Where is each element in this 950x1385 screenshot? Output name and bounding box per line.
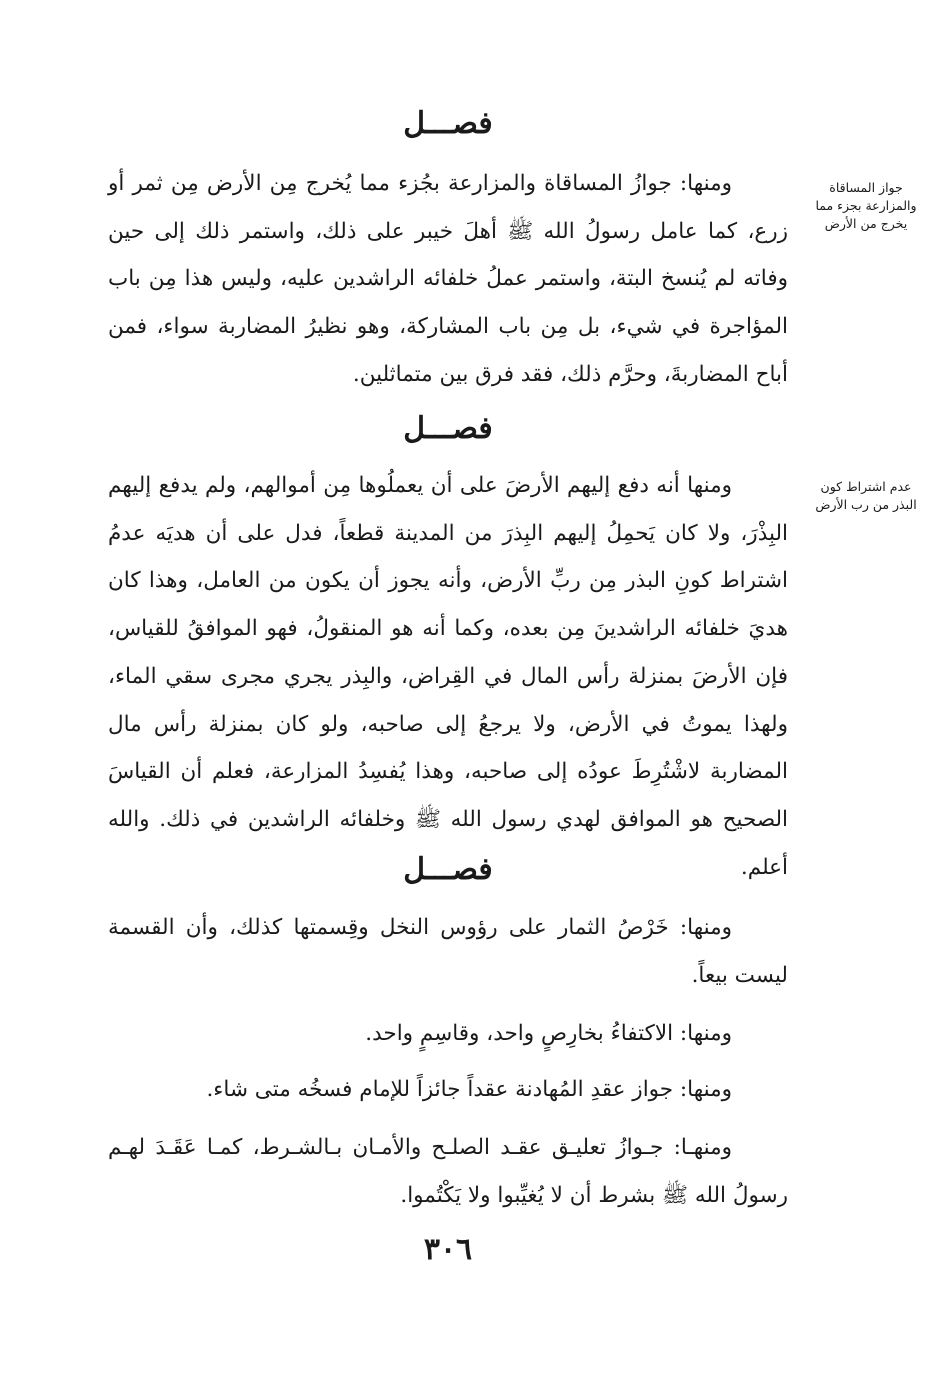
- margin-note-2: عدم اشتراط كون البذر من رب الأرض: [815, 479, 917, 512]
- section-heading-2: [108, 409, 788, 449]
- section-heading-text: فصـــل: [403, 106, 493, 141]
- paragraph-2-1: ومنها أنه دفع إليهم الأرضَ على أن يعملُوها مِن أموالهم، ولم يدفع إليهم البِذْرَ، ولا كان يَحمِلُ إليهم البِذرَ من المدينة قطعاً، فدل على أن هديَه عدمُ اشتراط كونِ البذر مِن ربِّ الأرض، وأنه يجوز أن يكون من العامل، وهذا كان هديَ خلفائه الراشدينَ مِن بعده، وكما أنه هو المنقولُ، فهو الموافقُ للقياس، فإن الأرضَ بمنزلة رأس المال في القِراض، والبِذر يجري مجرى سقي الماء، ولهذا يموتُ في الأرض، ولا يرجعُ إلى صاحبه، ولو كان بمنزلة رأس مال المضاربة لاشْتُرِطَ عودُه إلى صاحبه، وهذا يُفسِدُ المزارعة، فعلم أن القياسَ الصحيح هو الموافق لهدي رسول الله ﷺ وخلفائه الراشدين في ذلك. والله أعلم.: [108, 473, 788, 880]
- paragraph-3-2: ومنها: الاكتفاءُ بخارِصٍ واحد، وقاسِمٍ واحد.: [365, 1021, 732, 1046]
- paragraph-3-4: ومنهـا: جـوازُ تعليـق عقـد الصلـح والأمـان بـالشـرط، كمـا عَقَـدَ لهـم رسولُ الله ﷺ بشرط أن لا يُغيِّبوا ولا يَكْتُموا.: [108, 1135, 788, 1208]
- margin-note-1: جواز المساقاة والمزارعة بجزء مما يخرج من الأرض: [815, 180, 917, 231]
- section-heading-text: فصـــل: [403, 411, 493, 446]
- section-heading-3: [108, 850, 788, 890]
- paragraph-3-3: ومنها: جواز عقدِ المُهادنة عقداً جائزاً للإمام فسخُه متى شاء.: [206, 1077, 732, 1102]
- section-heading-text: فصـــل: [403, 852, 493, 887]
- paragraph-1-1: ومنها: جوازُ المساقاة والمزارعة بجُزء مما يُخرج مِن الأرض مِن ثمر أو زرع، كما عامل رسولُ الله ﷺ أهلَ خيبر على ذلك، واستمر ذلك إلى حين وفاته لم يُنسخ البتة، واستمر عملُ خلفائه الراشدين عليه، وليس هذا مِن باب المؤاجرة في شيء، بل مِن باب المشاركة، وهو نظيرُ المضاربة سواء، فمن أباح المضاربةَ، وحرَّم ذلك، فقد فرق بين متماثلين.: [108, 171, 788, 387]
- paragraph-3-1: ومنها: خَرْصُ الثمار على رؤوس النخل وقِسمتها كذلك، وأن القسمة ليست بيعاً.: [108, 915, 788, 988]
- page-number: ٣٠٦: [423, 1232, 473, 1267]
- section-heading-1: [108, 104, 788, 144]
